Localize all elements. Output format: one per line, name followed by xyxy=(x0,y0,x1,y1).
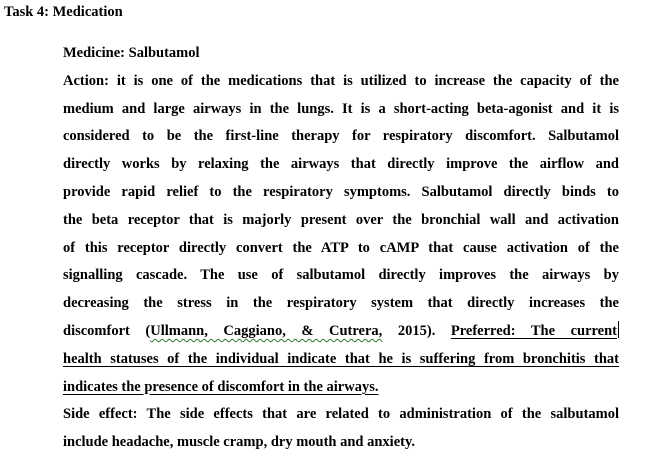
preferred-line-1-text: health statuses of the individual indicate that he is suffering from bronchitis that xyxy=(63,350,619,367)
preferred-line-2 xyxy=(63,374,619,402)
preferred-line-2-text: indicates the presence of discomfort in the airways. xyxy=(63,378,379,395)
action-line-5: provide rapid relief to the respiratory symptoms. Salbutamol directly binds to xyxy=(63,183,619,200)
action-line-8: signalling cascade. The use of salbutamol directly improves the airways by xyxy=(63,267,619,284)
preferred-start: The current xyxy=(515,322,618,339)
side-effect-line-2: include headache, muscle cramp, dry mouth and anxiety. xyxy=(63,434,416,451)
task-heading: Task 4: Medication xyxy=(4,4,123,20)
text-cursor xyxy=(618,321,619,338)
medicine-text: Medicine: Salbutamol xyxy=(63,45,200,61)
action-line-3: considered to be the first-line therapy for respiratory discomfort. Salbutamol xyxy=(63,128,619,145)
citation-lead: discomfort ( xyxy=(63,322,151,339)
action-line-6: the beta receptor that is majorly present over the bronchial wall and activation xyxy=(63,211,619,228)
action-paragraph xyxy=(63,68,619,402)
action-line-9: decreasing the stress in the respiratory system that directly increases the xyxy=(63,295,619,312)
medicine-line xyxy=(63,40,619,68)
action-line-2: medium and large airways in the lungs. It is a short-acting beta-agonist and it is xyxy=(63,100,619,117)
side-effect-paragraph xyxy=(63,401,619,457)
citation-year: 2015). xyxy=(382,322,436,339)
action-line-7: of this receptor directly convert the ATP to cAMP that cause activation of the xyxy=(63,239,619,256)
preferred-label: Preferred: xyxy=(450,322,516,339)
citation-authors: Ullmann, Caggiano, & Cutrera, xyxy=(150,322,383,339)
action-line-4: directly works by relaxing the airways that directly improve the airflow and xyxy=(63,156,619,173)
document-body xyxy=(63,40,619,457)
preferred-line-1 xyxy=(63,346,619,374)
action-line-1: Action: it is one of the medications that is utilized to increase the capacity of the xyxy=(63,72,619,89)
citation-line xyxy=(63,318,619,346)
side-effect-line-1: Side effect: The side effects that are related to administration of the salbutamol xyxy=(63,406,619,423)
